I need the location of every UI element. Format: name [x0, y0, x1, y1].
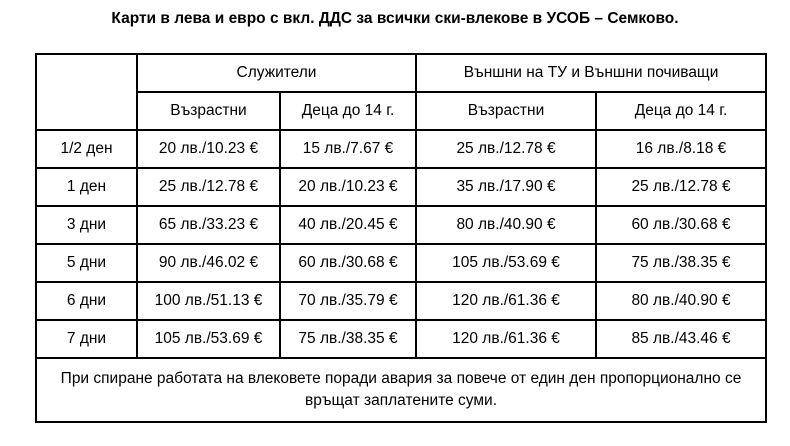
price-cell: 105 лв./53.69 € [137, 320, 280, 358]
table-row [36, 282, 766, 320]
group-header-external: Външни на ТУ и Външни почиващи [416, 54, 766, 92]
table-row [36, 130, 766, 168]
row-label: 1/2 ден [36, 130, 137, 168]
row-label: 5 дни [36, 244, 137, 282]
price-cell: 25 лв./12.78 € [137, 168, 280, 206]
sub-header-employees-children: Деца до 14 г. [280, 92, 416, 130]
sub-header-row [36, 92, 766, 130]
corner-cell [36, 54, 137, 130]
price-cell: 15 лв./7.67 € [280, 130, 416, 168]
group-header-row [36, 54, 766, 92]
price-cell: 80 лв./40.90 € [416, 206, 596, 244]
price-cell: 25 лв./12.78 € [416, 130, 596, 168]
price-cell: 20 лв./10.23 € [280, 168, 416, 206]
price-cell: 120 лв./61.36 € [416, 282, 596, 320]
price-cell: 25 лв./12.78 € [596, 168, 766, 206]
sub-header-external-adults: Възрастни [416, 92, 596, 130]
table-row [36, 244, 766, 282]
row-label: 3 дни [36, 206, 137, 244]
price-cell: 60 лв./30.68 € [280, 244, 416, 282]
note-row [36, 358, 766, 422]
price-cell: 85 лв./43.46 € [596, 320, 766, 358]
price-cell: 120 лв./61.36 € [416, 320, 596, 358]
price-cell: 75 лв./38.35 € [596, 244, 766, 282]
price-cell: 75 лв./38.35 € [280, 320, 416, 358]
price-cell: 65 лв./33.23 € [137, 206, 280, 244]
price-cell: 16 лв./8.18 € [596, 130, 766, 168]
group-header-employees: Служители [137, 54, 416, 92]
row-label: 1 ден [36, 168, 137, 206]
table-row [36, 206, 766, 244]
price-cell: 80 лв./40.90 € [596, 282, 766, 320]
price-cell: 60 лв./30.68 € [596, 206, 766, 244]
price-cell: 100 лв./51.13 € [137, 282, 280, 320]
price-cell: 105 лв./53.69 € [416, 244, 596, 282]
table-row [36, 168, 766, 206]
sub-header-external-children: Деца до 14 г. [596, 92, 766, 130]
price-table [35, 53, 767, 423]
page-title: Карти в лева и евро с вкл. ДДС за всички ски-влекове в УСОБ – Семково. [111, 10, 679, 27]
row-label: 7 дни [36, 320, 137, 358]
sub-header-employees-adults: Възрастни [137, 92, 280, 130]
row-label: 6 дни [36, 282, 137, 320]
price-cell: 90 лв./46.02 € [137, 244, 280, 282]
price-cell: 70 лв./35.79 € [280, 282, 416, 320]
refund-note: При спиране работата на влековете поради авария за повече от един ден пропорционално се връщат заплатените суми. [36, 358, 766, 422]
price-cell: 20 лв./10.23 € [137, 130, 280, 168]
price-cell: 35 лв./17.90 € [416, 168, 596, 206]
table-row [36, 320, 766, 358]
price-cell: 40 лв./20.45 € [280, 206, 416, 244]
